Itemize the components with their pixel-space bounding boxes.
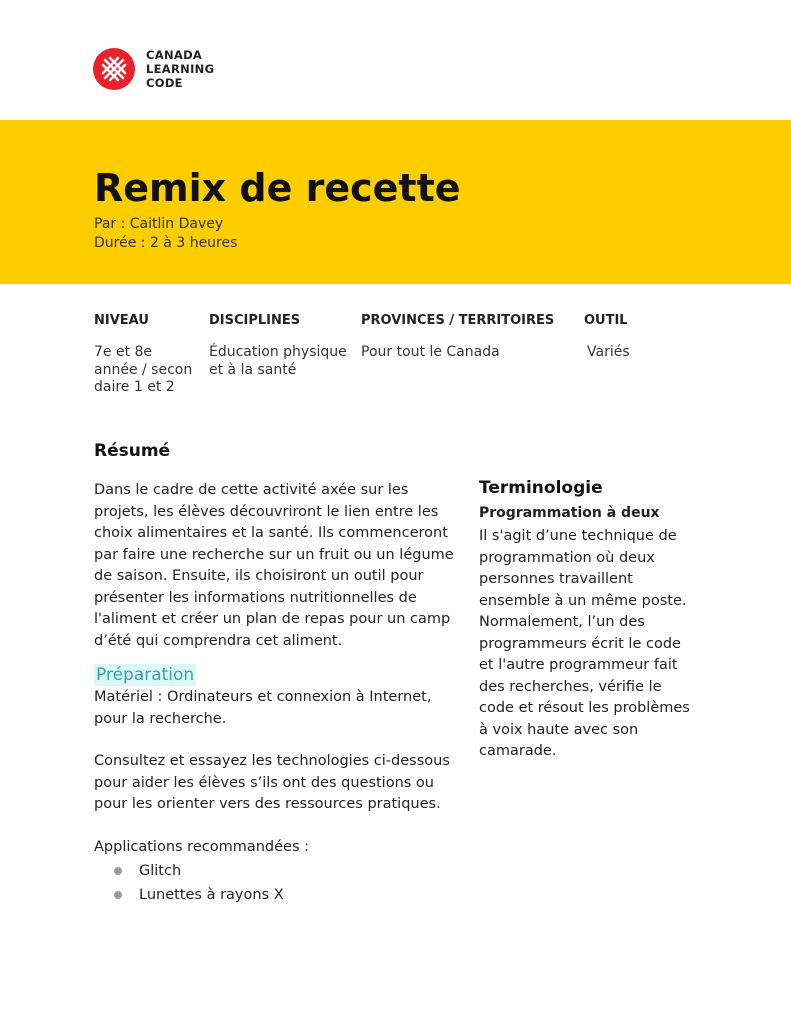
page-title: Remix de recette	[94, 166, 461, 210]
resume-heading: Résumé	[94, 441, 171, 461]
logo-line: CANADA	[146, 48, 203, 62]
title-banner	[0, 120, 791, 284]
term-title: Programmation à deux	[479, 505, 660, 521]
app-name: Lunettes à rayons X	[139, 887, 284, 903]
meta-value-line: année / secon	[94, 361, 193, 378]
meta-label-disciplines: DISCIPLINES	[209, 313, 301, 328]
duration: Durée : 2 à 3 heures	[94, 235, 238, 251]
meta-value-line: Pour tout le Canada	[361, 344, 500, 360]
list-item	[114, 883, 284, 907]
meta-value-outil	[587, 344, 630, 362]
resume-text: Dans le cadre de cette activité axée sur les projets, les élèves découvriront le lien entre les choix alimentaires et la santé. Ils commenceront par faire une recherche sur un fruit ou un légume de saison. Ensuite, ils choisiront un outil pour présenter les informations nutritionnelles de l'aliment et créer un plan de repas pour un camp d’été qui comprendra cet aliment.	[94, 482, 454, 649]
bullet-icon	[114, 891, 122, 899]
term-definition: Il s'agit d’une technique de programmation où deux personnes travaillent ensemble à un même poste. Normalement, l’un des programmeurs écrit le code et l'autre programmeur fait des recherches, vérifie le code et résout les problèmes à voix haute avec son camarade.	[479, 528, 690, 759]
meta-label-outil: OUTIL	[584, 313, 628, 328]
meta-value-niveau	[94, 344, 192, 397]
logo-line: CODE	[146, 76, 183, 90]
list-item	[114, 859, 284, 883]
apps-label: Applications recommandées :	[94, 839, 310, 855]
logo	[93, 48, 214, 90]
meta-value-line: 7e et 8e	[94, 344, 153, 360]
meta-value-disciplines	[209, 344, 347, 379]
author: Par : Caitlin Davey	[94, 216, 224, 232]
canada-learning-code-logo-icon	[93, 48, 135, 90]
app-name: Glitch	[139, 863, 182, 879]
materiel-text: Matériel : Ordinateurs et connexion à Internet, pour la recherche.	[94, 689, 432, 727]
meta-value-provinces	[361, 344, 500, 362]
meta-value-line: daire 1 et 2	[94, 379, 175, 395]
meta-value-line: Éducation physique	[209, 344, 347, 360]
byline	[94, 215, 237, 253]
logo-wordmark	[146, 48, 214, 90]
preparation-heading: Préparation	[96, 665, 195, 685]
bullet-icon	[114, 867, 122, 875]
meta-label-niveau: NIVEAU	[94, 313, 149, 328]
logo-line: LEARNING	[146, 62, 215, 76]
meta-value-line: Variés	[587, 344, 630, 360]
meta-value-line: et à la santé	[209, 361, 297, 378]
terminologie-heading: Terminologie	[479, 478, 603, 498]
consultez-text: Consultez et essayez les technologies ci-dessous pour aider les élèves s’ils ont des questions ou pour les orienter vers des ressources pratiques.	[94, 753, 450, 812]
meta-label-provinces: PROVINCES / TERRITOIRES	[361, 313, 555, 328]
apps-list	[114, 859, 284, 907]
